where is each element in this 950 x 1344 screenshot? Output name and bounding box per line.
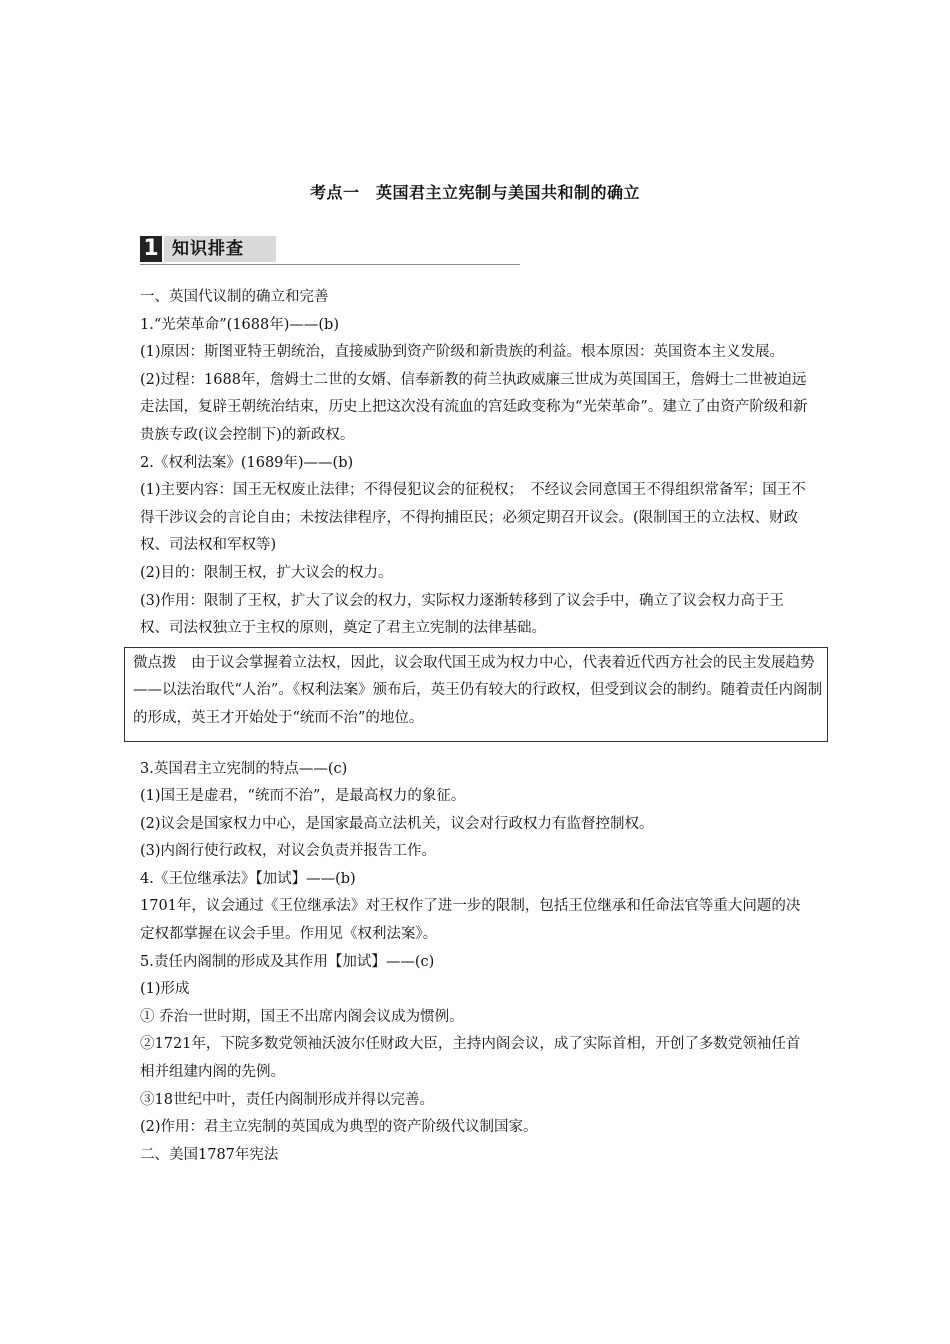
list-item: ③18世纪中叶，责任内阁制形成并得以完善。	[140, 1091, 434, 1108]
heading-part-one: 一、英国代议制的确立和完善	[140, 289, 329, 305]
list-item: (2)议会是国家权力中心，是国家最高立法机关，议会对行政权力有监督控制权。	[140, 815, 654, 832]
list-item: (2)作用：君主立宪制的英国成为典型的资产阶级代议制国家。	[140, 1119, 538, 1136]
paragraph-purpose: (2)目的：限制王权，扩大议会的权力。	[140, 564, 393, 581]
paragraph-act-of-settlement: 1701年，议会通过《王位继承法》对王权作了进一步的限制，包括王位继承和任命法官等重大问题的决定权都掌握在议会手里。作用见《权利法案》。	[140, 898, 801, 943]
section-number: 1	[140, 236, 162, 262]
list-item: (1)形成	[140, 981, 190, 998]
section-label: 知识排查	[164, 236, 276, 262]
section-header	[140, 236, 520, 265]
heading-glorious-revolution: 1.“光荣革命”(1688年)——(b)	[140, 316, 339, 333]
paragraph-main-content: (1)主要内容：国王无权废止法律；不得侵犯议会的征税权； 不经议会同意国王不得组织常备军；国王不得干涉议会的言论自由；未按法律程序，不得拘捕臣民；必须定期召开议会。(限制国王的立法权、财政权、司法权和军权等)	[140, 482, 806, 554]
list-item: ②1721年，下院多数党领袖沃波尔任财政大臣，主持内阁会议，成了实际首相，开创了多数党领袖任首相并组建内阁的先例。	[140, 1036, 801, 1081]
list-item: (1)国王是虚君，“统而不治”，是最高权力的象征。	[140, 788, 466, 805]
paragraph-cause: (1)原因：斯图亚特王朝统治，直接威胁到资产阶级和新贵族的利益。根本原因：英国资本主义发展。	[140, 344, 785, 361]
content-body	[133, 284, 823, 1169]
tip-text: 微点拨 由于议会掌握着立法权，因此，议会取代国王成为权力中心，代表着近代西方社会的民主发展趋势——以法治取代“人治”。《权利法案》颁布后，英王仍有较大的行政权，但受到议会的制约。随着责任内阁制的形成，英王才开始处于“统而不治”的地位。	[133, 654, 823, 726]
list-item: ① 乔治一世时期，国王不出席内阁会议成为惯例。	[140, 1008, 464, 1025]
list-item: (3)内阁行使行政权，对议会负责并报告工作。	[140, 843, 437, 860]
heading-bill-of-rights: 2.《权利法案》(1689年)——(b)	[140, 454, 354, 471]
heading-part-two: 二、美国1787年宪法	[140, 1146, 279, 1163]
heading-cabinet-system: 5.责任内阁制的形成及其作用【加试】——(c)	[140, 953, 435, 970]
page-title: 考点一 英国君主立宪制与美国共和制的确立	[309, 183, 640, 202]
heading-features: 3.英国君主立宪制的特点——(c)	[140, 760, 348, 777]
tip-box	[124, 647, 828, 742]
paragraph-process: (2)过程：1688年，詹姆士二世的女婿、信奉新教的荷兰执政威廉三世成为英国国王，詹姆士二世被迫远走法国，复辟王朝统治结束，历史上把这次没有流血的宫廷政变称为“光荣革命”。建立了由资产阶级和新贵族专政(议会控制下)的新政权。	[140, 371, 808, 443]
heading-act-of-settlement: 4.《王位继承法》【加试】——(b)	[140, 870, 356, 887]
paragraph-effect: (3)作用：限制了王权，扩大了议会的权力，实际权力逐渐转移到了议会手中，确立了议会权力高于王权、司法权独立于主权的原则，奠定了君主立宪制的法律基础。	[140, 592, 785, 637]
